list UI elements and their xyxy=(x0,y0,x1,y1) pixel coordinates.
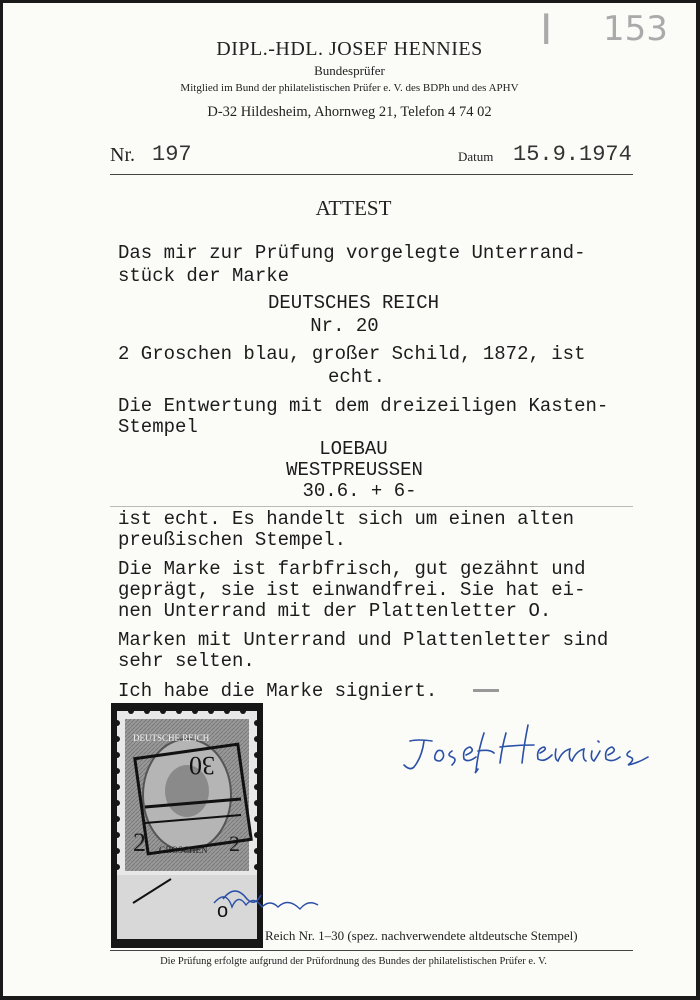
body-line: Die Marke ist farbfrisch, gut gezähnt und xyxy=(118,558,586,580)
body-line: Das mir zur Prüfung vorgelegte Unterrand- xyxy=(118,242,586,264)
body-line: geprägt, sie ist einwandfrei. Sie hat ei- xyxy=(118,579,586,601)
date-label: Datum xyxy=(458,149,494,164)
pencil-note-left: I xyxy=(540,5,553,54)
pencil-note-right: 153 xyxy=(603,9,668,49)
signature-stamp-mark xyxy=(473,689,499,692)
certificate-sheet xyxy=(3,3,696,996)
body-line: sehr selten. xyxy=(118,650,255,672)
body-line: preußischen Stempel. xyxy=(118,529,347,551)
footer-rule xyxy=(110,950,633,951)
membership-line: Mitglied im Bund der philatelistischen Prüfer e. V. des BDPh und des APHV xyxy=(180,82,519,94)
body-line: 2 Groschen blau, großer Schild, 1872, ist xyxy=(118,343,586,365)
cancel-line: 30.6. + 6- xyxy=(302,480,417,502)
margin-signature xyxy=(208,883,328,923)
body-line: Marken mit Unterrand und Plattenletter sind xyxy=(118,629,609,651)
stamp-number: Nr. 20 xyxy=(310,315,379,337)
fold-line xyxy=(110,506,633,507)
stamp-top-text: DEUTSCHE REICH xyxy=(133,733,210,743)
plate-letter: o xyxy=(217,900,229,922)
stamp-numeral-right: 2 xyxy=(229,831,240,856)
body-line: ist echt. Es handelt sich um einen alten xyxy=(118,508,575,530)
examiner-title: Bundesprüfer xyxy=(314,63,385,78)
nr-value: 197 xyxy=(152,142,192,167)
examiner-name: DIPL.-HDL. JOSEF HENNIES xyxy=(216,38,483,60)
handwritten-signature xyxy=(398,711,663,781)
body-line: echt. xyxy=(328,366,386,388)
body-line: Ich habe die Marke signiert. xyxy=(118,680,438,702)
cancel-line: LOEBAU xyxy=(319,438,388,460)
footer-reich-range: Reich Nr. 1–30 (spez. nachverwendete altdeutsche Stempel) xyxy=(265,928,578,943)
header-rule xyxy=(110,174,633,175)
attest-heading: ATTEST xyxy=(315,196,392,220)
address-line: D-32 Hildesheim, Ahornweg 21, Telefon 4 74 02 xyxy=(207,104,492,120)
nr-label: Nr. xyxy=(110,144,135,166)
body-line: Stempel xyxy=(118,416,198,438)
body-line: stück der Marke xyxy=(118,265,290,287)
date-value: 15.9.1974 xyxy=(513,142,632,167)
stamp-value-text: GROSCHEN xyxy=(159,845,208,855)
stamp-numeral-left: 2 xyxy=(133,828,146,857)
cancel-line: WESTPREUSSEN xyxy=(286,459,423,481)
cancel-date-text: 30 xyxy=(189,751,215,780)
body-line: Die Entwertung mit dem dreizeiligen Kasten- xyxy=(118,395,609,417)
body-line: nen Unterrand mit der Plattenletter O. xyxy=(118,600,552,622)
stamp-name: DEUTSCHES REICH xyxy=(267,292,440,314)
footer-regulation: Die Prüfung erfolgte aufgrund der Prüfordnung des Bundes der philatelistischen Prüfer e. V. xyxy=(160,956,547,967)
